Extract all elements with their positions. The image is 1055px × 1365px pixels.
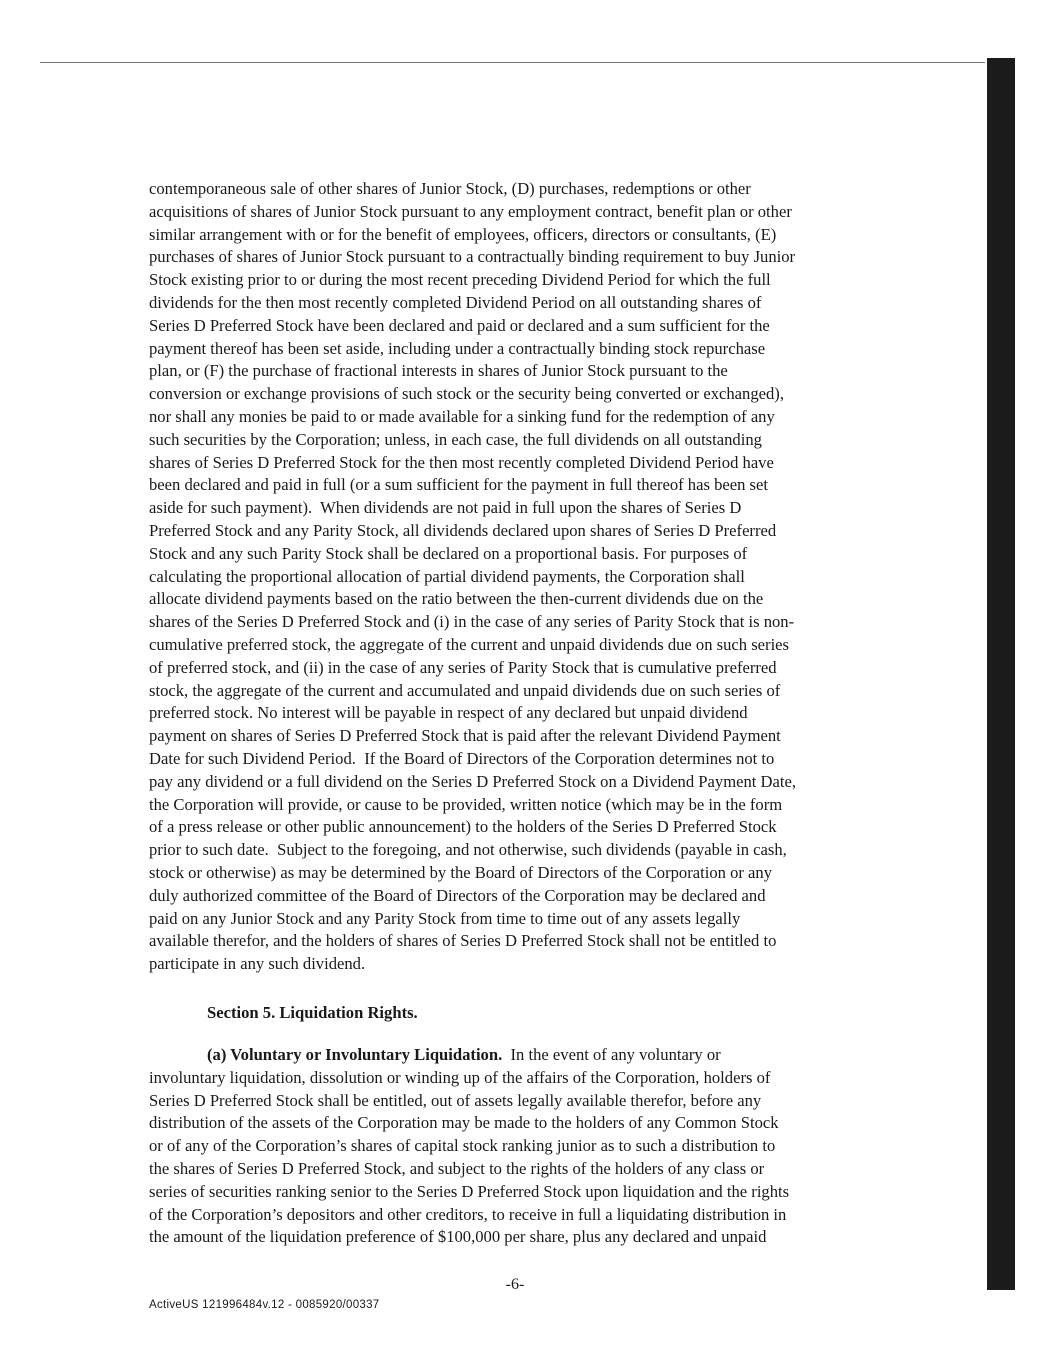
subsection-line: distribution of the assets of the Corporation may be made to the holders of any Common Stock — [149, 1113, 779, 1133]
page-number: -6- — [505, 1276, 525, 1293]
body-line: participate in any such dividend. — [149, 954, 366, 974]
subsection-line: the amount of the liquidation preference of $100,000 per share, plus any declared and unpaid — [149, 1227, 767, 1247]
body-line: of preferred stock, and (ii) in the case of any series of Parity Stock that is cumulative preferred — [149, 657, 777, 677]
body-line: stock or otherwise) as may be determined by the Board of Directors of the Corporation or any — [149, 862, 773, 882]
body-line: shares of the Series D Preferred Stock and (i) in the case of any series of Parity Stock that is non- — [149, 612, 795, 632]
body-line: preferred stock. No interest will be payable in respect of any declared but unpaid dividend — [149, 703, 748, 723]
body-line: of a press release or other public announcement) to the holders of the Series D Preferred Stock — [149, 817, 777, 837]
body-line: Stock existing prior to or during the most recent preceding Dividend Period for which the full — [149, 270, 771, 290]
body-line: shares of Series D Preferred Stock for the then most recently completed Dividend Period have — [149, 452, 774, 472]
body-line: calculating the proportional allocation of partial dividend payments, the Corporation shall — [149, 566, 745, 586]
body-line: similar arrangement with or for the benefit of employees, officers, directors or consultants, (E) — [149, 224, 777, 244]
body-paragraph — [149, 178, 889, 976]
top-rule — [40, 62, 985, 63]
body-line: been declared and paid in full (or a sum sufficient for the payment in full thereof has been set — [149, 475, 768, 495]
subsection-line: In the event of any voluntary or — [502, 1045, 721, 1064]
subsection-paragraph — [149, 1044, 889, 1249]
body-line: the Corporation will provide, or cause to be provided, written notice (which may be in the form — [149, 794, 783, 814]
body-line: payment on shares of Series D Preferred Stock that is paid after the relevant Dividend Payment — [149, 726, 781, 746]
body-line: nor shall any monies be paid to or made available for a sinking fund for the redemption of any — [149, 406, 775, 426]
body-line: paid on any Junior Stock and any Parity Stock from time to time out of any assets legally — [149, 908, 741, 928]
body-line: purchases of shares of Junior Stock pursuant to a contractually binding requirement to buy Junior — [149, 247, 796, 267]
subsection-line: of the Corporation’s depositors and other creditors, to receive in full a liquidating distribution in — [149, 1204, 787, 1224]
footer-document-id: ActiveUS 121996484v.12 - 0085920/00337 — [149, 1299, 380, 1311]
body-line: acquisitions of shares of Junior Stock pursuant to any employment contract, benefit plan or other — [149, 201, 792, 221]
subsection-line: Series D Preferred Stock shall be entitled, out of assets legally available therefor, before any — [149, 1090, 762, 1110]
body-line: aside for such payment). When dividends are not paid in full upon the shares of Series D — [149, 498, 742, 518]
subsection-line: series of securities ranking senior to the Series D Preferred Stock upon liquidation and the rights — [149, 1181, 790, 1201]
body-line: stock, the aggregate of the current and accumulated and unpaid dividends due on such series of — [149, 680, 781, 700]
section-heading: Section 5. Liquidation Rights. — [207, 1003, 418, 1022]
subsection-line: the shares of Series D Preferred Stock, and subject to the rights of the holders of any class or — [149, 1158, 765, 1178]
body-line: prior to such date. Subject to the foregoing, and not otherwise, such dividends (payable in cash, — [149, 840, 787, 860]
body-line: Date for such Dividend Period. If the Board of Directors of the Corporation determines not to — [149, 748, 775, 768]
body-line: payment thereof has been set aside, including under a contractually binding stock repurchase — [149, 338, 766, 358]
body-line: Series D Preferred Stock have been declared and paid or declared and a sum sufficient for the — [149, 315, 770, 335]
subsection-line: involuntary liquidation, dissolution or winding up of the affairs of the Corporation, holders of — [149, 1067, 771, 1087]
body-line: such securities by the Corporation; unless, in each case, the full dividends on all outstanding — [149, 429, 762, 449]
scan-edge-bar — [987, 58, 1015, 1290]
body-line: duly authorized committee of the Board of Directors of the Corporation may be declared and — [149, 885, 766, 905]
body-line: conversion or exchange provisions of such stock or the security being converted or exchanged), — [149, 384, 784, 404]
body-line: Stock and any such Parity Stock shall be declared on a proportional basis. For purposes of — [149, 543, 748, 563]
body-line: allocate dividend payments based on the ratio between the then-current dividends due on the — [149, 589, 764, 609]
body-line: dividends for the then most recently completed Dividend Period on all outstanding shares of — [149, 292, 762, 312]
body-line: Preferred Stock and any Parity Stock, all dividends declared upon shares of Series D Preferred — [149, 520, 777, 540]
body-line: available therefor, and the holders of shares of Series D Preferred Stock shall not be entitled to — [149, 931, 777, 951]
subsection-line: or of any of the Corporation’s shares of capital stock ranking junior as to such a distribution to — [149, 1136, 776, 1156]
body-line: plan, or (F) the purchase of fractional interests in shares of Junior Stock pursuant to the — [149, 361, 728, 381]
subsection-heading: (a) Voluntary or Involuntary Liquidation. — [207, 1045, 503, 1064]
body-line: contemporaneous sale of other shares of Junior Stock, (D) purchases, redemptions or other — [149, 179, 751, 198]
body-line: cumulative preferred stock, the aggregate of the current and unpaid dividends due on such series — [149, 634, 790, 654]
body-line: pay any dividend or a full dividend on the Series D Preferred Stock on a Dividend Payment Date, — [149, 771, 796, 791]
